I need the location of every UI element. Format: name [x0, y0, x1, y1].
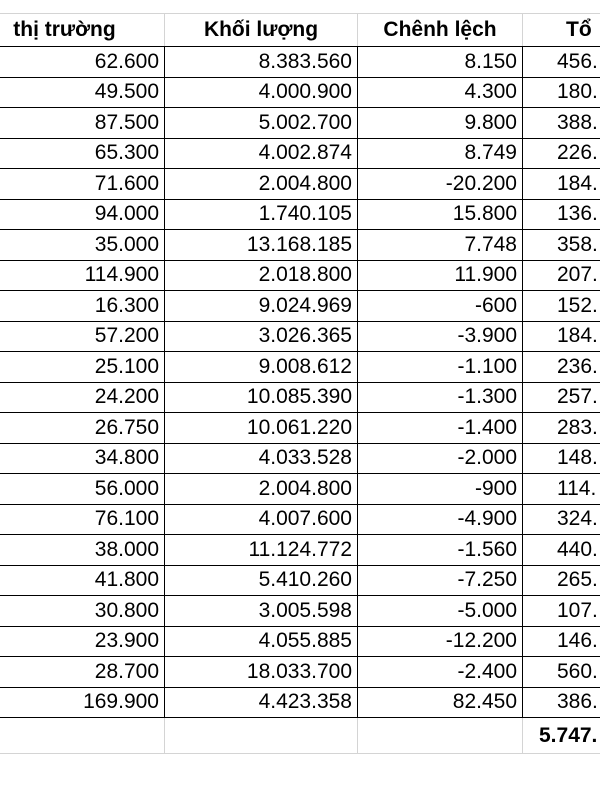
cell-difference[interactable]: 15.800: [358, 199, 523, 230]
cell-market-price[interactable]: 169.900: [0, 687, 165, 718]
table-row: [0, 47, 600, 78]
cell-volume[interactable]: 4.033.528: [165, 443, 358, 474]
cell-total[interactable]: 226.: [523, 138, 600, 169]
table-row: [0, 169, 600, 200]
table-row: [0, 535, 600, 566]
cell-volume[interactable]: 5.002.700: [165, 108, 358, 139]
table-row: [0, 199, 600, 230]
cell-volume[interactable]: 5.410.260: [165, 565, 358, 596]
cell-total[interactable]: 236.: [523, 352, 600, 383]
cell-total[interactable]: 388.: [523, 108, 600, 139]
cell-market-price[interactable]: 41.800: [0, 565, 165, 596]
header-difference[interactable]: Chênh lệch: [358, 14, 523, 47]
cell-difference[interactable]: 8.150: [358, 47, 523, 78]
cell-difference[interactable]: -7.250: [358, 565, 523, 596]
cell-market-price[interactable]: 30.800: [0, 596, 165, 627]
data-table: [0, 13, 600, 754]
cell-volume[interactable]: 4.055.885: [165, 626, 358, 657]
cell-total[interactable]: 456.: [523, 47, 600, 78]
cell-total[interactable]: 180.: [523, 77, 600, 108]
table-row: [0, 352, 600, 383]
cell-market-price[interactable]: 56.000: [0, 474, 165, 505]
cell-total[interactable]: 107.: [523, 596, 600, 627]
cell-volume[interactable]: 2.004.800: [165, 474, 358, 505]
cell-market-price[interactable]: 57.200: [0, 321, 165, 352]
cell-market-price[interactable]: 49.500: [0, 77, 165, 108]
header-total[interactable]: Tổ: [523, 14, 600, 47]
cell-total[interactable]: 152.: [523, 291, 600, 322]
cell-volume[interactable]: 4.000.900: [165, 77, 358, 108]
table-row: [0, 321, 600, 352]
cell-total[interactable]: 146.: [523, 626, 600, 657]
table-row: [0, 565, 600, 596]
cell-market-price[interactable]: 65.300: [0, 138, 165, 169]
cell-market-price[interactable]: 76.100: [0, 504, 165, 535]
cell-total[interactable]: 283.: [523, 413, 600, 444]
cell-difference[interactable]: 8.749: [358, 138, 523, 169]
cell-volume[interactable]: 2.004.800: [165, 169, 358, 200]
table-row: [0, 474, 600, 505]
cell-difference[interactable]: -3.900: [358, 321, 523, 352]
cell-market-price[interactable]: 35.000: [0, 230, 165, 261]
cell-total[interactable]: 324.: [523, 504, 600, 535]
cell-difference[interactable]: -900: [358, 474, 523, 505]
table-row: [0, 382, 600, 413]
cell-total[interactable]: 440.: [523, 535, 600, 566]
cell-market-price[interactable]: 114.900: [0, 260, 165, 291]
cell-difference[interactable]: 11.900: [358, 260, 523, 291]
empty-cell[interactable]: [358, 718, 523, 754]
cell-market-price[interactable]: 28.700: [0, 657, 165, 688]
header-market-price[interactable]: thị trường: [0, 14, 165, 47]
empty-cell[interactable]: [165, 718, 358, 754]
cell-grand-total[interactable]: 5.747.: [523, 718, 600, 754]
cell-difference[interactable]: -1.560: [358, 535, 523, 566]
cell-volume[interactable]: 4.002.874: [165, 138, 358, 169]
cell-volume[interactable]: 18.033.700: [165, 657, 358, 688]
table-row: [0, 138, 600, 169]
cell-market-price[interactable]: 62.600: [0, 47, 165, 78]
cell-volume[interactable]: 10.061.220: [165, 413, 358, 444]
cell-market-price[interactable]: 34.800: [0, 443, 165, 474]
table-row: [0, 230, 600, 261]
table-row: [0, 77, 600, 108]
cell-difference[interactable]: 9.800: [358, 108, 523, 139]
table-row: [0, 504, 600, 535]
cell-volume[interactable]: 2.018.800: [165, 260, 358, 291]
table-row: [0, 657, 600, 688]
cell-market-price[interactable]: 87.500: [0, 108, 165, 139]
table-row: [0, 687, 600, 718]
cell-total[interactable]: 265.: [523, 565, 600, 596]
cell-difference[interactable]: -20.200: [358, 169, 523, 200]
table-row: [0, 596, 600, 627]
cell-volume[interactable]: 13.168.185: [165, 230, 358, 261]
cell-difference[interactable]: 82.450: [358, 687, 523, 718]
cell-volume[interactable]: 4.423.358: [165, 687, 358, 718]
cell-total[interactable]: 114.: [523, 474, 600, 505]
cell-market-price[interactable]: 16.300: [0, 291, 165, 322]
table-row: [0, 413, 600, 444]
cell-total[interactable]: 184.: [523, 169, 600, 200]
cell-difference[interactable]: -2.400: [358, 657, 523, 688]
total-row: [0, 718, 600, 754]
cell-total[interactable]: 257.: [523, 382, 600, 413]
table-row: [0, 291, 600, 322]
cell-market-price[interactable]: 94.000: [0, 199, 165, 230]
cell-market-price[interactable]: 23.900: [0, 626, 165, 657]
cell-volume[interactable]: 11.124.772: [165, 535, 358, 566]
table-row: [0, 626, 600, 657]
table-row: [0, 260, 600, 291]
cell-total[interactable]: 560.: [523, 657, 600, 688]
header-row: [0, 14, 600, 47]
cell-volume[interactable]: 4.007.600: [165, 504, 358, 535]
cell-volume[interactable]: 10.085.390: [165, 382, 358, 413]
table-row: [0, 108, 600, 139]
cell-volume[interactable]: 8.383.560: [165, 47, 358, 78]
cell-total[interactable]: 207.: [523, 260, 600, 291]
cell-total[interactable]: 136.: [523, 199, 600, 230]
cell-market-price[interactable]: 71.600: [0, 169, 165, 200]
cell-difference[interactable]: -1.400: [358, 413, 523, 444]
cell-total[interactable]: 184.: [523, 321, 600, 352]
cell-difference[interactable]: -1.100: [358, 352, 523, 383]
cell-total[interactable]: 148.: [523, 443, 600, 474]
cell-market-price[interactable]: 25.100: [0, 352, 165, 383]
cell-market-price[interactable]: 26.750: [0, 413, 165, 444]
header-volume[interactable]: Khối lượng: [165, 14, 358, 47]
cell-difference[interactable]: 7.748: [358, 230, 523, 261]
cell-market-price[interactable]: 24.200: [0, 382, 165, 413]
cell-difference[interactable]: -4.900: [358, 504, 523, 535]
table-row: [0, 443, 600, 474]
empty-cell[interactable]: [0, 718, 165, 754]
cell-volume[interactable]: 9.008.612: [165, 352, 358, 383]
cell-volume[interactable]: 3.026.365: [165, 321, 358, 352]
cell-difference[interactable]: -600: [358, 291, 523, 322]
cell-market-price[interactable]: 38.000: [0, 535, 165, 566]
cell-difference[interactable]: -2.000: [358, 443, 523, 474]
cell-volume[interactable]: 1.740.105: [165, 199, 358, 230]
cell-total[interactable]: 386.: [523, 687, 600, 718]
cell-volume[interactable]: 9.024.969: [165, 291, 358, 322]
cell-difference[interactable]: 4.300: [358, 77, 523, 108]
cell-volume[interactable]: 3.005.598: [165, 596, 358, 627]
cell-difference[interactable]: -1.300: [358, 382, 523, 413]
cell-difference[interactable]: -12.200: [358, 626, 523, 657]
cell-total[interactable]: 358.: [523, 230, 600, 261]
cell-difference[interactable]: -5.000: [358, 596, 523, 627]
